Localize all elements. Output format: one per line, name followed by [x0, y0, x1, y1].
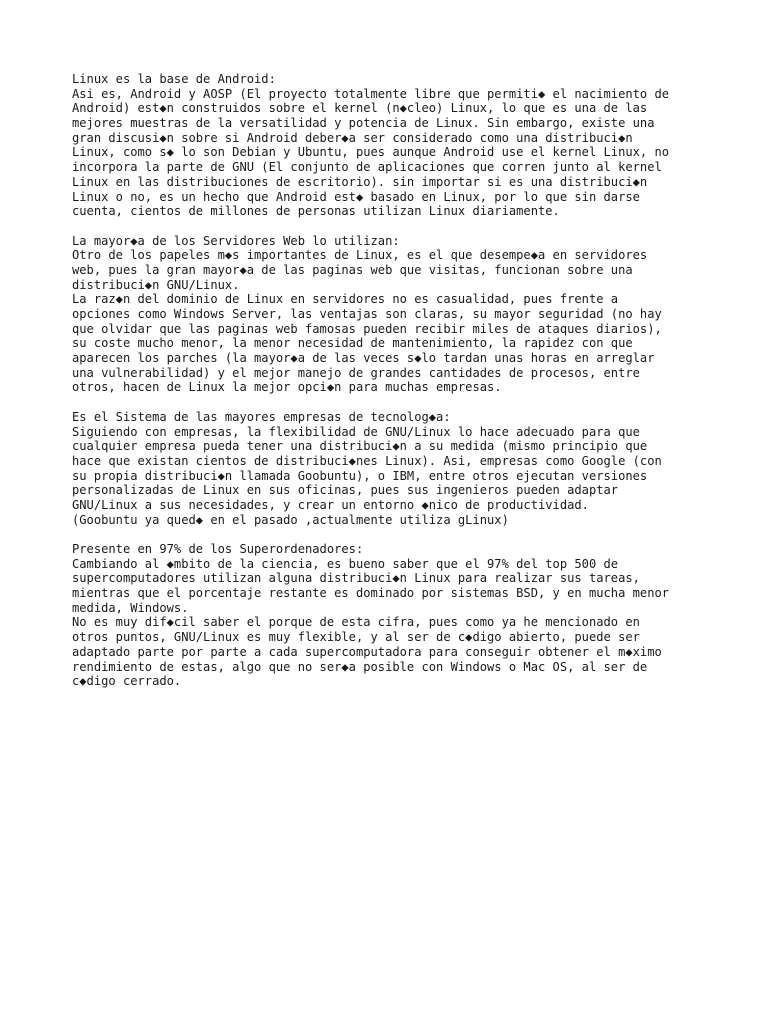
body-line: distribuci◆n GNU/Linux.: [72, 277, 240, 292]
body-line: opciones como Windows Server, las ventajas son claras, su mayor seguridad (no hay: [72, 307, 662, 321]
body-line: mejores muestras de la versatilidad y potencia de Linux. Sin embargo, existe una: [72, 116, 655, 131]
body-line: (Goobuntu ya qued◆ en el pasado ,actualmente utiliza gLinux): [72, 512, 509, 527]
body-line: otros puntos, GNU/Linux es muy flexible, y al ser de c◆digo abierto, puede ser: [72, 630, 640, 645]
body-line: Cambiando al ◆mbito de la ciencia, es bueno saber que el 97% del top 500 de: [72, 556, 619, 571]
body-line: Linux, como s◆ lo son Debian y Ubuntu, pues aunque Android use el kernel Linux, no: [72, 145, 670, 160]
body-line: su propia distribuci◆n llamada Goobuntu), o IBM, entre otros ejecutan versiones: [72, 468, 648, 483]
body-line: rendimiento de estas, algo que no ser◆a posible con Windows o Mac OS, al ser de: [72, 659, 648, 674]
section-servers: [72, 234, 712, 396]
body-line: una vulnerabilidad) y el mejor manejo de grandes cantidades de procesos, entre: [72, 365, 640, 380]
body-line: Android) est◆n construidos sobre el kernel (n◆cleo) Linux, lo que es una de las: [72, 101, 648, 116]
section-heading: Presente en 97% de los Superordenadores:: [72, 542, 364, 556]
body-line: aparecen los parches (la mayor◆a de las veces s◆lo tardan unas horas en arreglar: [72, 351, 655, 366]
body-line: supercomputadores utilizan alguna distribuci◆n Linux para realizar sus tareas,: [72, 571, 640, 586]
body-line: No es muy dif◆cil saber el porque de esta cifra, pues como ya he mencionado en: [72, 615, 640, 630]
body-line: Linux o no, es un hecho que Android est◆ basado en Linux, por lo que sin darse: [72, 189, 640, 204]
document-body: [72, 72, 712, 704]
body-line: gran discusi◆n sobre si Android deber◆a ser considerado como una distribuci◆n: [72, 130, 633, 145]
section-heading: La mayor◆a de los Servidores Web lo utilizan:: [72, 233, 400, 248]
section-supercomputers: [72, 542, 712, 689]
body-line: GNU/Linux a sus necesidades, y crear un entorno ◆nico de productividad.: [72, 497, 589, 512]
body-line: cuenta, cientos de millones de personas utilizan Linux diariamente.: [72, 204, 560, 219]
body-line: Linux en las distribuciones de escritorio). sin importar si es una distribuci◆n: [72, 174, 648, 189]
section-heading: Es el Sistema de las mayores empresas de tecnolog◆a:: [72, 409, 451, 424]
body-line: incorpora la parte de GNU (El conjunto de aplicaciones que corren junto al kernel: [72, 160, 662, 175]
section-android: [72, 72, 712, 219]
body-line: medida, Windows.: [72, 600, 189, 615]
body-line: que olvidar que las paginas web famosas pueden recibir miles de ataques diarios),: [72, 321, 662, 336]
section-companies: [72, 410, 712, 528]
body-line: personalizadas de Linux en sus oficinas, pues sus ingenieros pueden adaptar: [72, 483, 619, 498]
body-line: Siguiendo con empresas, la flexibilidad de GNU/Linux lo hace adecuado para que: [72, 424, 640, 439]
section-heading: Linux es la base de Android:: [72, 72, 276, 86]
body-line: otros, hacen de Linux la mejor opci◆n para muchas empresas.: [72, 380, 502, 395]
body-line: hace que existan cientos de distribuci◆nes Linux). Asi, empresas como Google (con: [72, 453, 662, 468]
body-line: su coste mucho menor, la menor necesidad de mantenimiento, la rapidez con que: [72, 336, 633, 351]
body-line: web, pues la gran mayor◆a de las paginas web que visitas, funcionan sobre una: [72, 262, 633, 277]
body-line: c◆digo cerrado.: [72, 674, 182, 689]
body-line: mientras que el porcentaje restante es dominado por sistemas BSD, y en mucha menor: [72, 586, 670, 601]
body-line: Otro de los papeles m◆s importantes de Linux, es el que desempe◆a en servidores: [72, 248, 648, 263]
body-line: cualquier empresa pueda tener una distribuci◆n a su medida (mismo principio que: [72, 439, 648, 454]
body-line: Asi es, Android y AOSP (El proyecto totalmente libre que permiti◆ el nacimiento de: [72, 86, 670, 101]
body-line: adaptado parte por parte a cada supercomputadora para conseguir obtener el m◆ximo: [72, 644, 662, 659]
body-line: La raz◆n del dominio de Linux en servidores no es casualidad, pues frente a: [72, 292, 619, 307]
